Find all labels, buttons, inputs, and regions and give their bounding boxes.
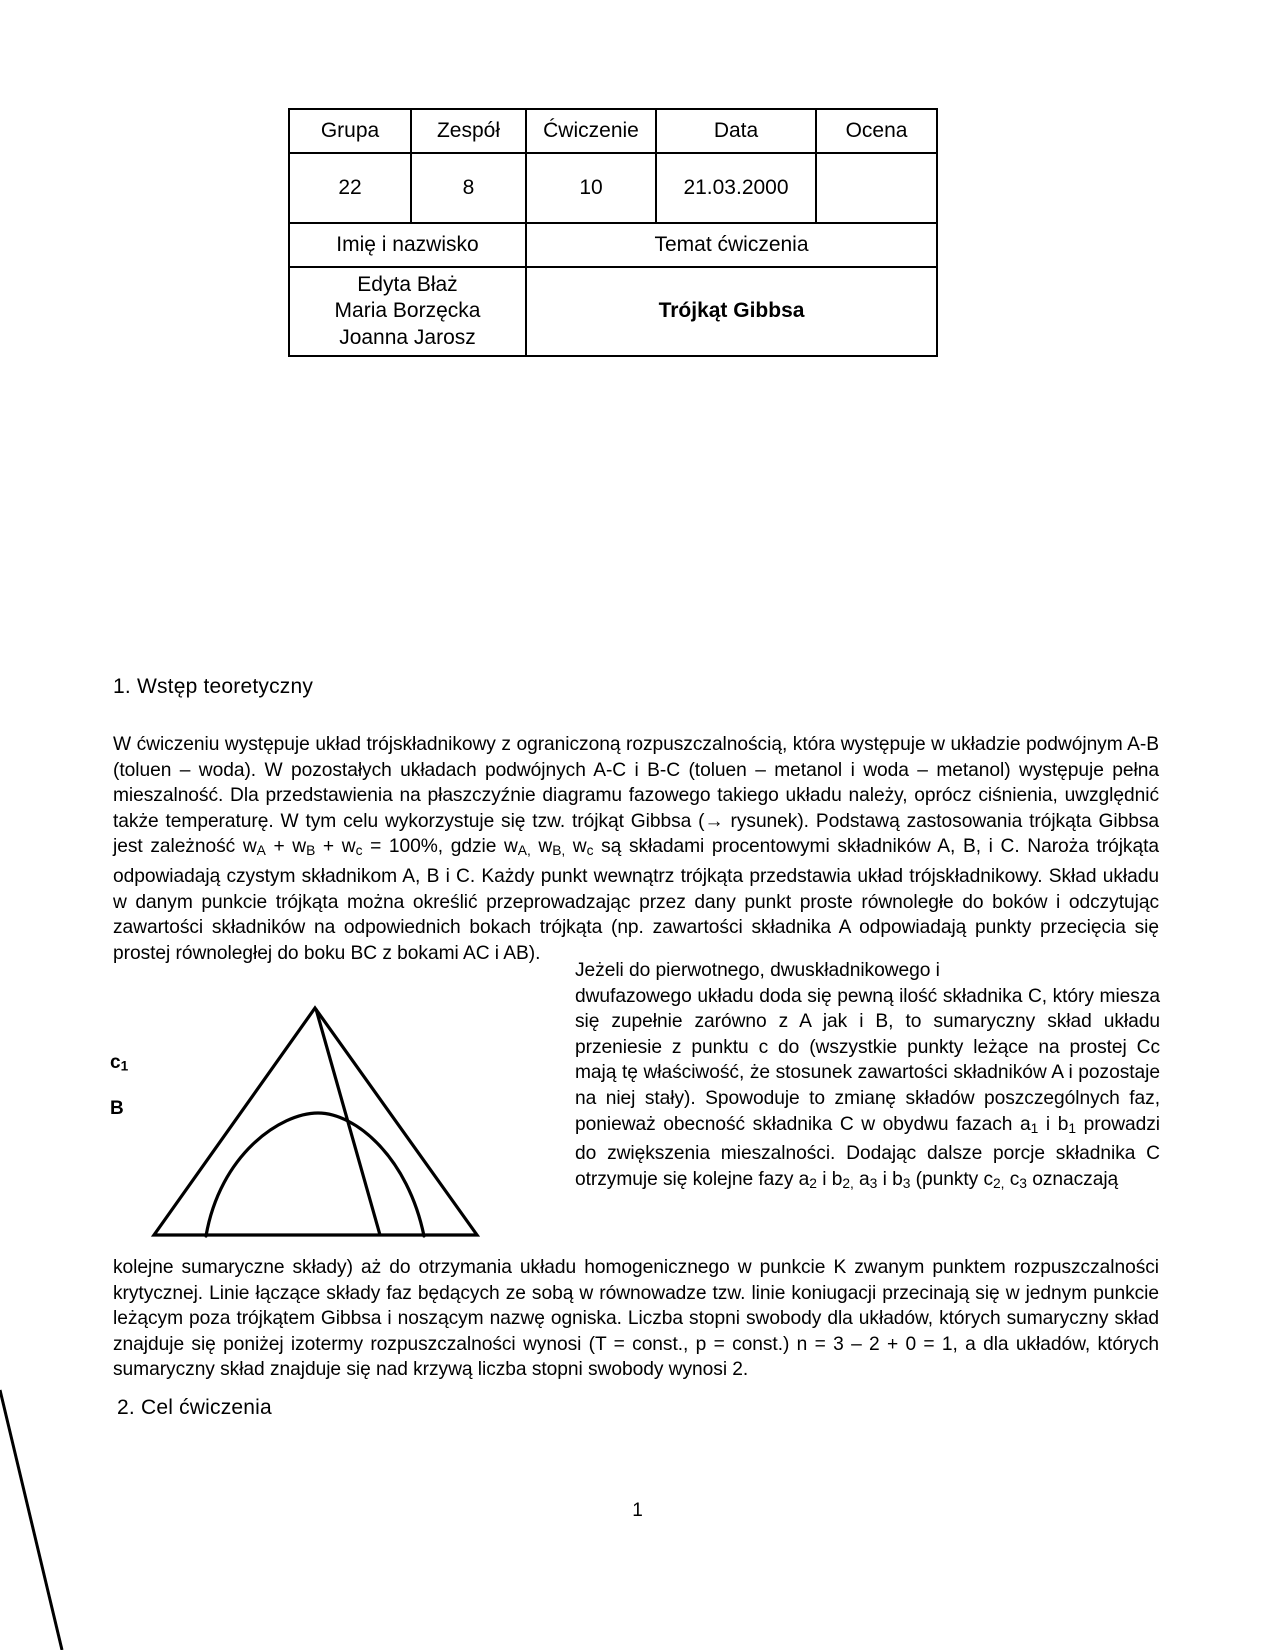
label-temat-cwiczenia: Temat ćwiczenia [526,223,937,267]
label-imie-i-nazwisko: Imię i nazwisko [289,223,526,267]
column-header-grupa: Grupa [289,109,411,153]
value-ocena [816,153,937,223]
figure-label-B: B [110,1098,124,1119]
value-cwiczenie: 10 [526,153,656,223]
student-name-2: Maria Borzęcka [334,299,481,323]
student-name-3: Joanna Jarosz [339,325,476,349]
column-header-cwiczenie: Ćwiczenie [526,109,656,153]
section-heading-1: 1. Wstęp teoretyczny [113,675,314,698]
column-header-zespol: Zespół [411,109,526,153]
binodal-curve-path [206,1113,424,1236]
value-grupa: 22 [289,153,411,223]
intro-paragraph: W ćwiczeniu występuje układ trójskładnikowy z ograniczoną rozpuszczalnością, która występuje w układzie podwójnym A-B (toluen – woda). W pozostałych układach podwójnych A-C i B-C (toluen – metanol i woda – metanol) występuje pełna mieszalność. Dla przedstawienia na płaszczyźnie diagramu fazowego takiego układu należy, oprócz ciśnienia, uwzględnić także temperaturę. W tym celu wykorzystuje się tzw. trójkąt Gibbsa (→ rysunek). Podstawą zastosowania trójkąta Gibbsa jest zależność $w_A + w_B + w_c = 100\%$, gdzie $w_{A,}$ $w_{B,}$ $w_c$ są składami procentowymi składników A, B, i C. Naroża trójkąta odpowiadają czystym składnikom A, B i C. Każdy punkt wewnątrz trójkąta przedstawia układ trójskładnikowy. Skład układu w danym punkcie trójkąta można określić przeprowadzając przez dany punkt proste równoległe do boków i odczytując zawartości składników na odpowiednich bokach trójkąta (np. zawartości składnika A odpowiadają punkty przecięcia się prostej równoległej do boku BC z bokami AC i AB). [113,734,1159,964]
identification-table [288,108,938,357]
column-header-ocena: Ocena [816,109,937,153]
table-row-values [289,153,937,223]
header-identification-table [288,108,936,357]
value-data: 21.03.2000 [656,153,816,223]
section-heading-2: 2. Cel ćwiczenia [117,1396,272,1419]
gibbs-triangle-figure [140,995,520,1250]
figure-label-c1: $c_1$ [110,1052,129,1074]
student-names-cell [289,267,526,356]
right-column-paragraph: Jeżeli do pierwotnego, dwuskładnikowego i dwufazowego układu doda się pewną ilość składnika C, który miesza się zupełnie zarówno z A jak i B, to sumaryczny skład układu przeniesie z punktu c do (wszystkie punkty leżące na prostej Cc mają tę właściwość, że stosunek zawartości składników A i pozostaje na niej stały). Spowoduje to zmianę składów poszczególnych faz, ponieważ obecność składnika C w obydwu fazach $a_1$ i $b_1$ prowadzi do zwiększenia mieszalności. Dodając dalsze porcje składnika C otrzymuje się kolejne fazy $a_2$ i $b_{2,}$ $a_3$ i $b_3$ (punkty $c_{2,}$ $c_3$ oznaczają [575,960,1161,1191]
exercise-topic: Trójkąt Gibbsa [526,267,937,356]
table-row-headers [289,109,937,153]
table-row-names-topic [289,267,937,356]
column-header-data: Data [656,109,816,153]
bottom-paragraph: kolejne sumaryczne składy) aż do otrzymania układu homogenicznego w punkcie K zwanym punktem rozpuszczalności krytycznej. Linie łączące składy faz będących ze sobą w równowadze tzw. linie koniugacji przecinają się w jednym punkcie leżącym poza trójkątem Gibbsa i noszącym nazwę ogniska. Liczba stopni swobody dla układów, których sumaryczny skład znajduje się poniżej izotermy rozpuszczalności wynosi (T = const., p = const.) n = 3 – 2 + 0 = 1, a dla układów, których sumaryczny skład znajduje się nad krzywą liczba stopni swobody wynosi 2. [113,1257,1159,1381]
student-name-1: Edyta Błaż [357,273,458,296]
table-row-subheaders [289,223,937,267]
gibbs-triangle-svg [140,995,520,1250]
value-zespol: 8 [411,153,526,223]
page-number: 1 [632,1500,643,1521]
outer-triangle-path [154,1008,477,1235]
